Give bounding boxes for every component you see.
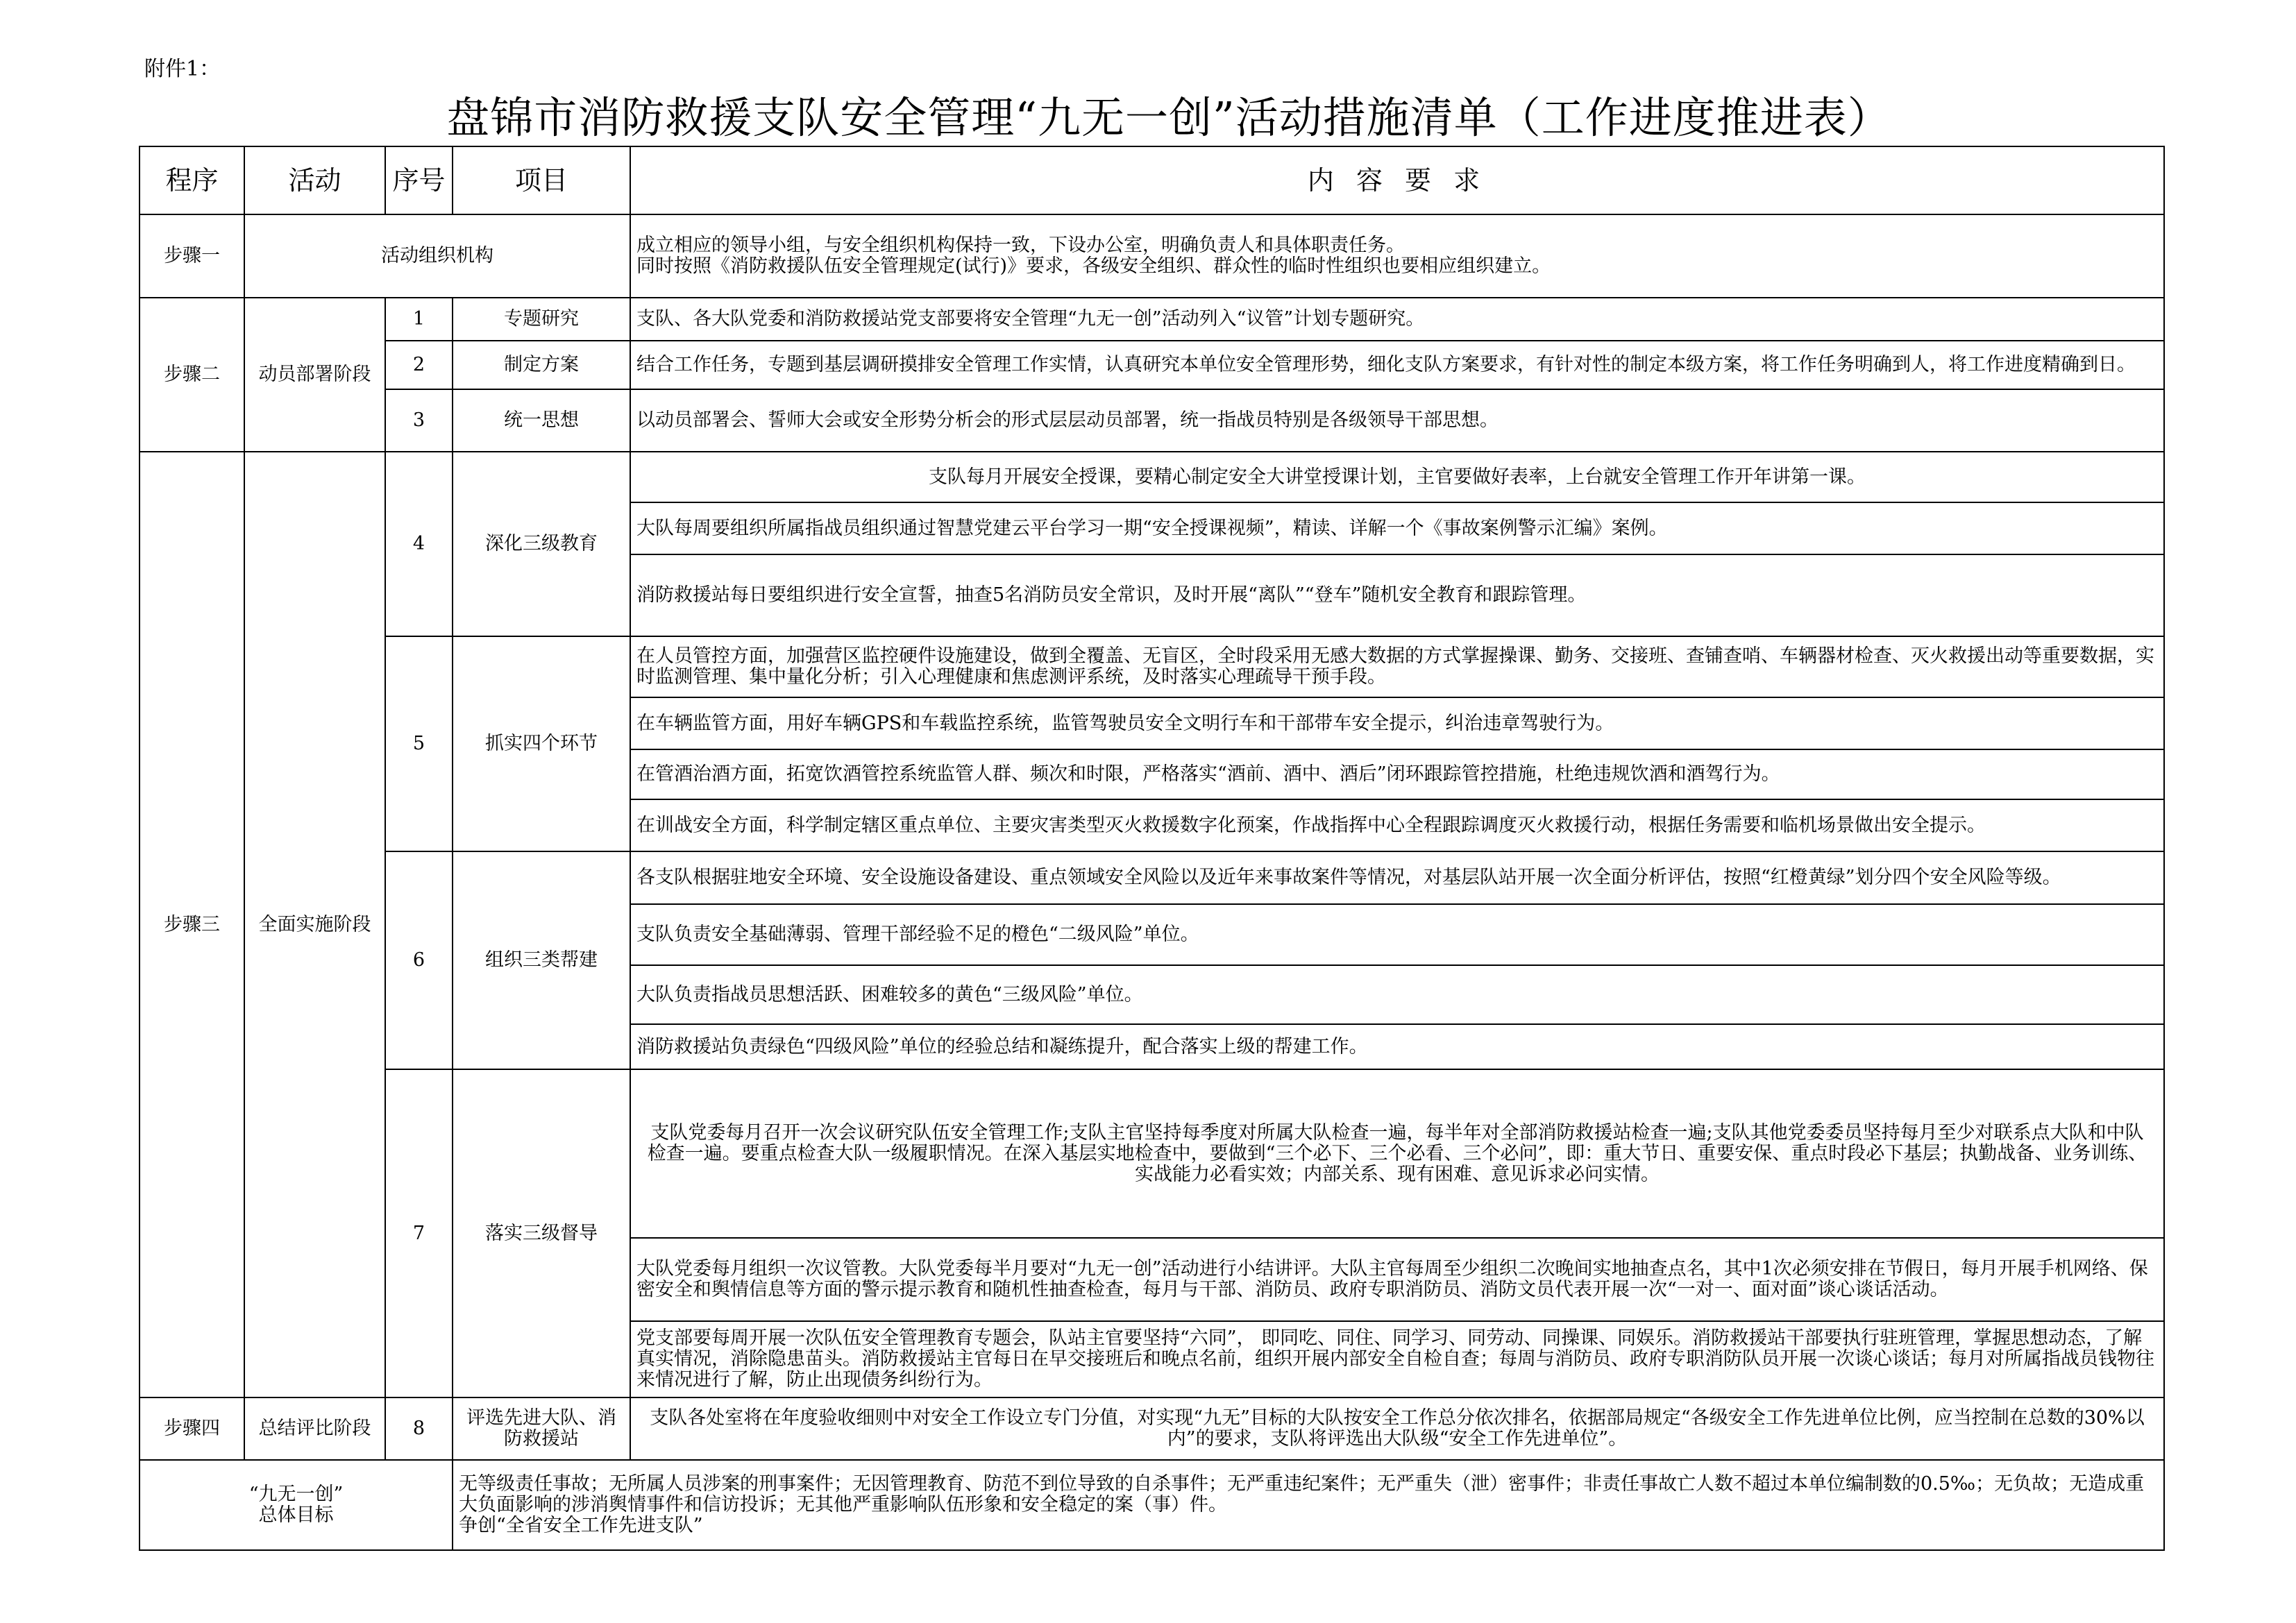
step3-content-4-1: 支队每月开展安全授课，要精心制定安全大讲堂授课计划，主官要做好表率，上台就安全管理工作开年讲第一课。 bbox=[630, 452, 2164, 502]
step4-activity: 总结评比阶段 bbox=[244, 1397, 385, 1460]
goal-label bbox=[140, 1460, 453, 1550]
step3-seq-5: 5 bbox=[385, 636, 453, 851]
table-row bbox=[140, 1069, 2164, 1238]
step3-content-6-4: 消防救援站负责绿色“四级风险”单位的经验总结和凝练提升，配合落实上级的帮建工作。 bbox=[630, 1024, 2164, 1069]
table-row bbox=[140, 1397, 2164, 1460]
step2-seq-1: 1 bbox=[385, 298, 453, 341]
step3-item-7: 落实三级督导 bbox=[453, 1069, 630, 1397]
attachment-label: 附件1： bbox=[144, 57, 221, 81]
table-row bbox=[140, 298, 2164, 341]
step2-seq-2: 2 bbox=[385, 341, 453, 389]
header-item: 项目 bbox=[453, 146, 630, 214]
step1-content: 成立相应的领导小组，与安全组织机构保持一致，下设办公室，明确负责人和具体职责任务。 同时按照《消防救援队伍安全管理规定(试行)》要求，各级安全组织、群众性的临时性组织也要相应组织建立。 bbox=[630, 214, 2164, 298]
step3-content-5-3: 在管酒治酒方面，拓宽饮酒管控系统监管人群、频次和时限，严格落实“酒前、酒中、酒后”闭环跟踪管控措施，杜绝违规饮酒和酒驾行为。 bbox=[630, 749, 2164, 799]
step3-content-6-1: 各支队根据驻地安全环境、安全设施设备建设、重点领域安全风险以及近年来事故案件等情况，对基层队站开展一次全面分析评估，按照“红橙黄绿”划分四个安全风险等级。 bbox=[630, 851, 2164, 904]
step2-content-1: 支队、各大队党委和消防救援站党支部要将安全管理“九无一创”活动列入“议管”计划专题研究。 bbox=[630, 298, 2164, 341]
page-title: 盘锦市消防救援支队安全管理“九无一创”活动措施清单（工作进度推进表） bbox=[446, 92, 1891, 143]
table-row bbox=[140, 341, 2164, 389]
step3-content-5-1: 在人员管控方面，加强营区监控硬件设施建设，做到全覆盖、无盲区，全时段采用无感大数据的方式掌握操课、勤务、交接班、查铺查哨、车辆器材检查、灭火救援出动等重要数据，实时监测管理、集中量化分析；引入心理健康和焦虑测评系统，及时落实心理疏导干预手段。 bbox=[630, 636, 2164, 697]
step3-seq-7: 7 bbox=[385, 1069, 453, 1397]
step2-item-3: 统一思想 bbox=[453, 389, 630, 452]
step4-seq: 8 bbox=[385, 1397, 453, 1460]
measures-table bbox=[139, 146, 2165, 1551]
step1-procedure: 步骤一 bbox=[140, 214, 244, 298]
goal-label-line1: “九无一创” bbox=[248, 1484, 344, 1505]
step4-item: 评选先进大队、消防救援站 bbox=[453, 1397, 630, 1460]
step3-content-6-2: 支队负责安全基础薄弱、管理干部经验不足的橙色“二级风险”单位。 bbox=[630, 904, 2164, 965]
step3-content-4-2: 大队每周要组织所属指战员组织通过智慧党建云平台学习一期“安全授课视频”，精读、详解一个《事故案例警示汇编》案例。 bbox=[630, 502, 2164, 554]
header-content: 内 容 要 求 bbox=[630, 146, 2164, 214]
step3-seq-4: 4 bbox=[385, 452, 453, 636]
step3-content-7-3: 党支部要每周开展一次队伍安全管理教育专题会，队站主官要坚持“六同”， 即同吃、同住、同学习、同劳动、同操课、同娱乐。消防救援站干部要执行驻班管理，掌握思想动态，了解真实情况，消除隐患苗头。消防救援站主官每日在早交接班后和晚点名前，组织开展内部安全自检自查；每周与消防员、政府专职消防队员开展一次谈心谈话；每月对所属指战员钱物往来情况进行了解，防止出现债务纠纷行为。 bbox=[630, 1321, 2164, 1397]
step3-activity: 全面实施阶段 bbox=[244, 452, 385, 1397]
table-row bbox=[140, 1460, 2164, 1550]
step3-item-5: 抓实四个环节 bbox=[453, 636, 630, 851]
table-row bbox=[140, 214, 2164, 298]
table-row bbox=[140, 389, 2164, 452]
step4-content: 支队各处室将在年度验收细则中对安全工作设立专门分值，对实现“九无”目标的大队按安全工作总分依次排名，依据部局规定“各级安全工作先进单位比例，应当控制在总数的30%以内”的要求，支队将评选出大队级“安全工作先进单位”。 bbox=[630, 1397, 2164, 1460]
table-row bbox=[140, 452, 2164, 502]
step2-content-2: 结合工作任务，专题到基层调研摸排安全管理工作实情，认真研究本单位安全管理形势，细化支队方案要求，有针对性的制定本级方案，将工作任务明确到人，将工作进度精确到日。 bbox=[630, 341, 2164, 389]
step3-content-7-2: 大队党委每月组织一次议管教。大队党委每半月要对“九无一创”活动进行小结讲评。大队主官每周至少组织二次晚间实地抽查点名，其中1次必须安排在节假日，每月开展手机网络、保密安全和舆情信息等方面的警示提示教育和随机性抽查检查，每月与干部、消防员、政府专职消防员、消防文员代表开展一次“一对一、面对面”谈心谈话活动。 bbox=[630, 1238, 2164, 1321]
step1-activity: 活动组织机构 bbox=[244, 214, 630, 298]
goal-content: 无等级责任事故；无所属人员涉案的刑事案件；无因管理教育、防范不到位导致的自杀事件；无严重违纪案件；无严重失（泄）密事件；非责任事故亡人数不超过本单位编制数的0.5‰；无负故；无造成重大负面影响的涉消舆情事件和信访投诉；无其他严重影响队伍形象和安全稳定的案（事）件。 争创“全省安全工作先进支队” bbox=[453, 1460, 2164, 1550]
header-activity: 活动 bbox=[244, 146, 385, 214]
table-row bbox=[140, 851, 2164, 904]
step2-procedure: 步骤二 bbox=[140, 298, 244, 452]
step2-item-1: 专题研究 bbox=[453, 298, 630, 341]
header-row bbox=[140, 146, 2164, 214]
step2-content-3: 以动员部署会、誓师大会或安全形势分析会的形式层层动员部署，统一指战员特别是各级领导干部思想。 bbox=[630, 389, 2164, 452]
header-procedure: 程序 bbox=[140, 146, 244, 214]
step2-activity: 动员部署阶段 bbox=[244, 298, 385, 452]
step3-content-5-2: 在车辆监管方面，用好车辆GPS和车载监控系统，监管驾驶员安全文明行车和干部带车安全提示，纠治违章驾驶行为。 bbox=[630, 697, 2164, 749]
step3-seq-6: 6 bbox=[385, 851, 453, 1069]
step3-procedure: 步骤三 bbox=[140, 452, 244, 1397]
step3-item-4: 深化三级教育 bbox=[453, 452, 630, 636]
step3-content-5-4: 在训战安全方面，科学制定辖区重点单位、主要灾害类型灭火救援数字化预案，作战指挥中心全程跟踪调度灭火救援行动，根据任务需要和临机场景做出安全提示。 bbox=[630, 799, 2164, 851]
step3-content-7-1: 支队党委每月召开一次会议研究队伍安全管理工作;支队主官坚持每季度对所属大队检查一遍，每半年对全部消防救援站检查一遍;支队其他党委委员坚持每月至少对联系点大队和中队检查一遍。要重点检查大队一级履职情况。在深入基层实地检查中，要做到“三个必下、三个必看、三个必问”，即：重大节日、重要安保、重点时段必下基层；执勤战备、业务训练、实战能力必看实效；内部关系、现有困难、意见诉求必问实情。 bbox=[630, 1069, 2164, 1238]
table-row bbox=[140, 636, 2164, 697]
header-seq: 序号 bbox=[385, 146, 453, 214]
step2-item-2: 制定方案 bbox=[453, 341, 630, 389]
step4-procedure: 步骤四 bbox=[140, 1397, 244, 1460]
step3-content-4-3: 消防救援站每日要组织进行安全宣誓，抽查5名消防员安全常识，及时开展“离队”“登车”随机安全教育和跟踪管理。 bbox=[630, 554, 2164, 636]
goal-label-line2: 总体目标 bbox=[258, 1504, 334, 1526]
step2-seq-3: 3 bbox=[385, 389, 453, 452]
step3-item-6: 组织三类帮建 bbox=[453, 851, 630, 1069]
step3-content-6-3: 大队负责指战员思想活跃、困难较多的黄色“三级风险”单位。 bbox=[630, 965, 2164, 1024]
